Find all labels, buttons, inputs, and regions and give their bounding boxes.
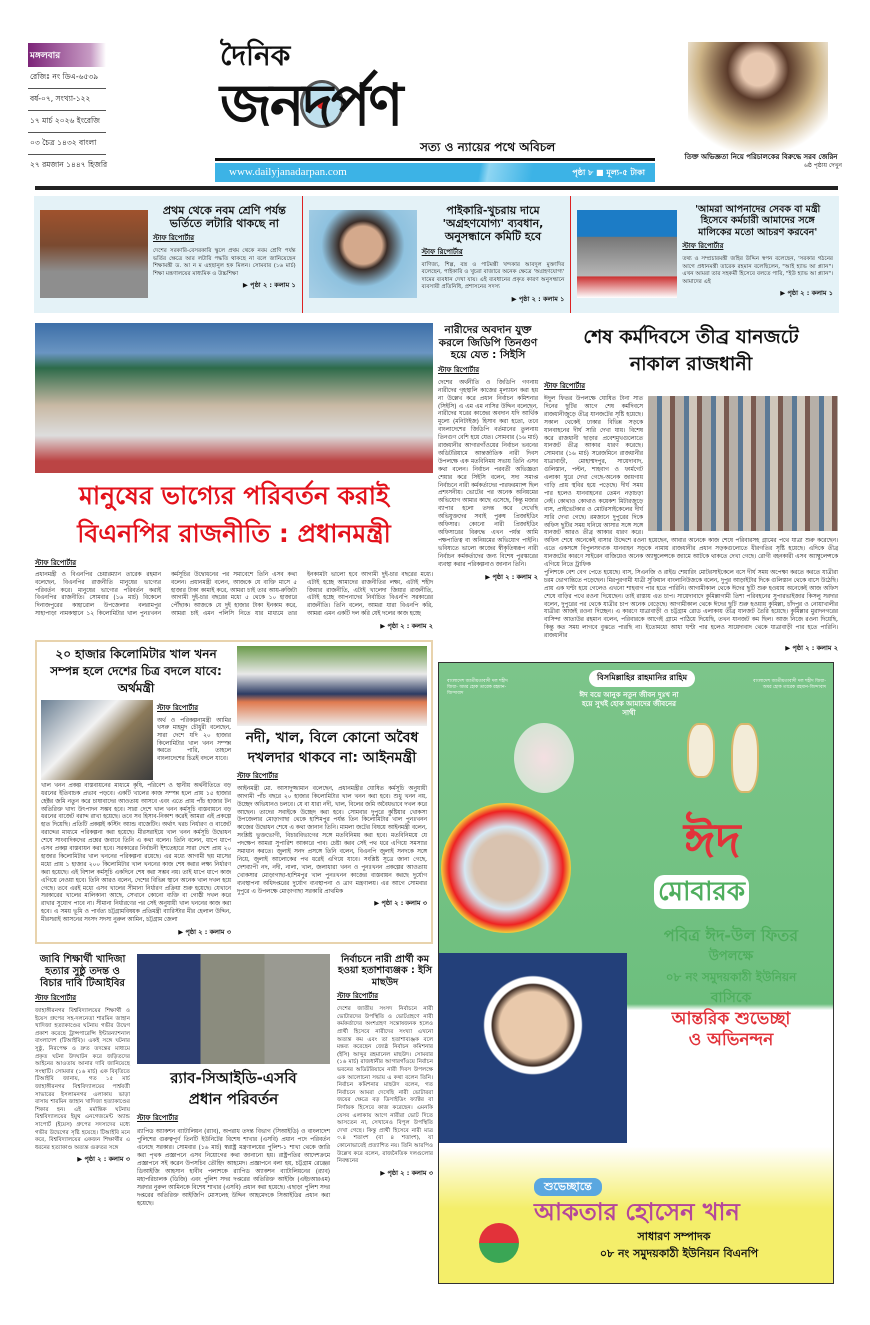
ad-name: আকতার হোসেন খান bbox=[534, 1198, 740, 1227]
lead-article bbox=[35, 557, 433, 632]
headline-line: র‍্যাব-সিআইডি-এসবি bbox=[170, 1069, 297, 1088]
right-column bbox=[438, 324, 838, 1284]
ad-party-slogan: বাংলাদেশ জাতীয়তাবাদী দল শহীদ জিয়া- অমর হোক তারেক রহমান-জিন্দাবাদ bbox=[447, 679, 508, 697]
date-english: ১৭ মার্চ ২০২৬ ইংরেজি bbox=[28, 111, 106, 133]
rab-headline[interactable] bbox=[137, 1068, 330, 1110]
headline-line: নাকাল রাজধানী bbox=[629, 353, 753, 375]
ad-occasion: পবিত্র ঈদ-উল ফিতর bbox=[663, 926, 799, 946]
teaser-article[interactable] bbox=[302, 196, 571, 313]
teaser-headline[interactable]: প্রথম থেকে নবম শ্রেণি পর্যন্ত ভর্তিতে লটারি থাকছে না bbox=[162, 204, 286, 231]
canal-box bbox=[35, 640, 433, 944]
canal-intro bbox=[157, 700, 231, 780]
article-text: আইনমন্ত্রী মো. আসাদুজ্জামান বলেছেন, প্রধানমন্ত্রীর ঘোষিত কর্মসূচি অনুযায়ী আগামী পাঁচ বছরে ২০ হাজার কিলোমিটার খাল খনন করা হবে। শুধু খনন নয়, উচ্ছেদ অভিযানও চলবে। যে বা যারা নদী, খাল, বিলের জমি অবৈধভাবে দখল করে আছেন। তাদের সবাইকে উচ্ছেদ করা হবে। সোমবার দুপুরে কুষ্টিয়ার খোকসা উপজেলার মোড়াগাছা থেকে হাশিমপুর পর্যন্ত তিন কিলোমিটার খাল পুনঃখনন কাজের উদ্বোধন শেষে এ কথা জানান তিনি। মামলা জটের বিষয়ে আইনমন্ত্রী বলেন, সংশ্লিষ্ট ভুক্তভোগী, বিচারবিভাগের সঙ্গে মতবিনিময় করা হবে। মতবিনিময়ে যে পদক্ষেপ আমরা সুপারিশ আকারে পাব। চেষ্টা করব সেই পথ ধরে এগিয়ে সমস্যার সমাধান করতে। জুলাই সনদ প্রসঙ্গে তিনি বলেন, বিএনপি জুলাই সনদকে সঙ্গে নিয়ে, জুলাই আলোকের পথ ধরেই এগিয়ে যাবে। সংশ্লিষ্ট সূত্রে জানা গেছে, দেশব্যাপী নদ, নদী, নালা, খাল, জলাধারা খনন ও পুনঃখনন প্রকল্পের আওতায় খোকসার মোড়াগাছা-হাশিমপুর খাল পুনঃখনন কাজের বাস্তবায়ন করছে দুর্যোগ ব্যবস্থাপনা অধিদপ্তরের দুর্যোগ ব্যবস্থাপনা ও ত্রাণ মন্ত্রণালয়। এর আগে সোমবার দুপুরে এ উপলক্ষে মোড়াগাছা সরকারি প্রাথমিক bbox=[237, 785, 427, 895]
jump-link[interactable]: ▶ পৃষ্ঠা ২ : কলাম ১ bbox=[511, 294, 565, 303]
article-headline[interactable]: নির্বাচনে নারী প্রার্থী কম হওয়া হতাশাব্যঞ্জক : ইসি মাছউদ bbox=[337, 954, 433, 988]
ad-bismillah: বিসমিল্লাহির রাহমানির রাহিম bbox=[589, 670, 695, 687]
article-headline[interactable]: ২০ হাজার কিলোমিটার খাল খনন সম্পন্ন হলে দেশের চিত্র বদলে যাবে: অর্থমন্ত্রী bbox=[50, 646, 222, 695]
river-photo bbox=[237, 646, 427, 726]
byline: স্টাফ রিপোর্টার bbox=[337, 992, 379, 1001]
teaser-photo bbox=[577, 210, 677, 298]
article-text: পুলিশকে বেশ বেগ পেতে হয়েছে। বাস, সিএনজি ও রাইড শেয়ারিং মোটরসাইকেলে বসে দীর্ঘ সময় অপেক্ষা করতে করতে যাত্রীরা চরম ভোগান্তিতে পড়েছেন। মিরপুরগামী যাত্রী সুফিয়ান বাংলানিউজকে বলেন, দুপুর আড়াইটার দিকে গুলিস্তান থেকে বাসে উঠেছি। প্রায় এক ঘণ্টা হয়ে গেলেও এখনো শাহবাগ পার হতে পারিনি। আগামীকাল থেকে ঈদের ছুটি শুরু হওয়ায় অনেকেই আজ অফিস শেষে বাড়ির পথে রওনা দিয়েছেন। তাই রাস্তায় এত চাপ। সায়েদাবাদে কুমিল্লাগামী তিশা পরিবহনের সুপারভাইজার কিসলু সরদার বলেন, দুপুরের পর থেকে যাত্রীর চাপ অনেক বেড়েছে। আগামীকাল থেকে ঈদের ছুটি শুরু হওয়ায় কুমিল্লা, চাঁদপুর ও নোয়াখালীর যাত্রীরা আজই রওনা দিচ্ছেন। এ কারণে যাত্রাবাড়ী ও চট্টগ্রাম রোড এলাকায় তীব্র যানজট তৈরি হয়েছে। কুমিল্লার মুরাদনগরের বাসিন্দা আতাউর রহমান বলেন, পরিবারকে আগেই গ্রামে পাঠিয়ে দিয়েছি, তখন যানজট কম ছিল। আজ নিজে রওনা দিয়েছি, কিন্তু কত সময় লাগবে বুঝতে পারছি না। ইতোমধ্যে আধা ঘণ্টা পার হলেও সায়েদাবাদ থেকে যাত্রাবাড়ী পার হতে পারিনি। রাজধানীর bbox=[544, 569, 838, 640]
article-headline[interactable]: নারীদের অবদান যুক্ত করলে জিডিপি তিনগুণ হয়ে যেত : সিইসি bbox=[438, 324, 538, 362]
canal-article bbox=[41, 646, 231, 938]
ec-article bbox=[337, 954, 433, 1208]
registration-number: রেজিঃ নং ডিএ-৬৫৩৯ bbox=[28, 67, 106, 89]
ad-greeting: ও অভিনন্দন bbox=[688, 1030, 774, 1051]
headline-line: প্রধান পরিবর্তন bbox=[188, 1090, 279, 1109]
jump-link[interactable]: ▶ পৃষ্ঠা ২ : কলাম ১ bbox=[242, 281, 296, 290]
ad-residents: বাসিকে bbox=[710, 990, 752, 1007]
bottom-row bbox=[35, 954, 433, 1208]
article-text: খাল খনন প্রকল্প বাস্তবায়নের মাধ্যমে কৃষি, পরিবেশ ও স্থানীয় অর্থনীতিতে বড় ধরনের ইতিবাচক প্রভাব পড়বে। একটি খালের কাজ সম্পন্ন হলে প্রায় ১৫ হাজার হেক্টর জমি নতুন করে চাষাবাদের আওতায় আসবে এবং এতে প্রায় পাঁচ হাজার টন অতিরিক্ত খাদ্য উৎপাদন সম্ভব হবে। সারা দেশে খাল খনন কর্মসূচি বাস্তবায়নে বড় ধরনের বাজেট বরাদ্দ রাখা হয়েছে। তবে সব হিসাব-নিকাশ করেই আমরা এই প্রকল্পে হাত দিয়েছি। প্রতিটি প্রকল্পই কস্টিং অ্যান্ড বাজেটিং। অর্থাৎ খরচ নির্ধারণ ও বাজেট বরাদ্দের মাধ্যমে পরিকল্পনা করা হয়েছে। মীরসরাইয়ে খাল খনন কর্মসূচি উদ্বোধন শেষে সাংবাদিকদের প্রশ্নের জবাবে তিনি এ কথা বলেন। তিনি বলেন, ধাপে ধাপে এসব প্রকল্প বাস্তবায়ন করা হবে। সরকারের নির্বাচনী ইশতেহারে সারা দেশে প্রায় ২০ হাজার কিলোমিটার খাল খননের পরিকল্পনা রয়েছে। এর মধ্যে আগামী ছয় মাসের মধ্যে প্রায় ১ হাজার ২০০ কিলোমিটার খাল খননের কাজ শেষ করার লক্ষ্য নির্ধারণ করা হয়েছে। এই বিশাল কর্মসূচি একদিনে শেষ করা সম্ভব নয়। তাই ধাপে ধাপে কাজ এগিয়ে নেওয়া হবে। তিনি আরও বলেন, দেশের বিভিন্ন স্থানে অনেক খাল দখল হয়ে গেছে। তবে এরই মধ্যে এসব খালের সীমানা নির্ধারণ প্রক্রিয়া শুরু হয়েছে। যেখানে সরকারের খালের মালিকানা আছে, সেখানে কোনো ব্যক্তি বা গোষ্ঠী দখল করে রাখার সুযোগ পাবে না। সীমানা নির্ধারণের পর সেই অনুযায়ী খাল খননের কাজ করা হবে। এ সময় ভূমি ও পার্বত্য চট্টগ্রামবিষয়ক প্রতিমন্ত্রী ব্যারিস্টার মীর হেলাল উদ্দিন, মীরসরাই আসনের সংসদ সদস্য নুরুল আমিন, চট্টগ্রাম জেলা bbox=[41, 782, 231, 924]
teaser-article[interactable] bbox=[34, 196, 302, 313]
teaser-photo bbox=[309, 210, 417, 298]
ad-mubarak-text: মোবারক bbox=[654, 875, 749, 909]
byline: স্টাফ রিপোর্টার bbox=[544, 382, 586, 390]
jump-link[interactable]: ▶ পৃষ্ঠা ২ : কলাম ২ bbox=[485, 572, 538, 581]
article-text: দেশের অর্থনীতি ও জিডিপি গণনায় নারীদের গৃহস্থালি কাজের মূল্যায়ন করা হয় না উল্লেখ করে প্রধান নির্বাচন কমিশনার (সিইসি) এ এম এম নাসির উদ্দিন বলেছেন, নারীদের ঘরের কাজের অবদান যদি আর্থিক মূল্যে (মনিটাইজ) হিসাব করা হতো, তবে বাংলাদেশের জিডিপি বর্তমানের তুলনায় তিনগুণ বেশি হয়ে যেত। সোমবার (১৬ মার্চ) রাজধানীর আগারগাঁওয়ের নির্বাচন ভবনের অডিটরিয়ামে আন্তর্জাতিক নারী দিবস উপলক্ষে এক মতবিনিময় সভায় তিনি এসব কথা বলেন। নির্বাচন পরবর্তী অভিজ্ঞতা শেয়ার করে সিইসি বলেন, সদ্য সমাপ্ত নির্বাচনে নারী কর্মকর্তাদের পারফরম্যান্স ছিল প্রশংসনীয়। ভোটের পর অনেক অনিয়মের অভিযোগ আমার কাছে এসেছে, কিন্তু মজার ব্যাপার হলো তদন্ত করে দেখেছি অভিযুক্তদের সবাই পুরুষ প্রিজাইডিং অফিসার। কোনো নারী প্রিজাইডিং অফিসারের বিরুদ্ধে এখন পর্যন্ত আমি পক্ষপাতিত্ব বা অনিয়মের অভিযোগ পাইনি। ভবিষ্যতে ভালো কাজের স্বীকৃতিস্বরূপ নারী নির্বাচন কর্মকর্তাদের জন্য বিশেষ পুরস্কারের ব্যবস্থা করার পরিকল্পনাও জানান তিনি। bbox=[438, 379, 538, 568]
masthead-rule bbox=[35, 186, 838, 190]
ad-greeting: আন্তরিক শুভেচ্ছা bbox=[671, 1009, 791, 1030]
article-headline[interactable]: নদী, খাল, বিলে কোনো অবৈধ দখলদার থাকবে না: আইনমন্ত্রী bbox=[245, 729, 419, 766]
byline: স্টাফ রিপোর্টার bbox=[35, 994, 77, 1003]
ju-article bbox=[35, 954, 130, 1208]
article-text: র‍্যাপিড অ্যাকশন ব্যাটালিয়ন (র‍্যাব), অপরাধ তদন্ত বিভাগ (সিআইডি) ও বাংলাদেশ পুলিশের গুরুত্বপূর্ণ তিনটি ইউনিটের বিশেষ শাখার (এসবি) প্রধান পদে পরিবর্তন এনেছে সরকার। সোমবার (১৬ মার্চ) স্বরাষ্ট্র মন্ত্রণালয়ের পুলিশ-১ শাখা থেকে জারি করা পৃথক প্রজ্ঞাপনে এসব নিয়োগের কথা জানানো হয়। রাষ্ট্রপতির আদেশক্রমে প্রজ্ঞাপনে সই করেন উপসচিব তৌহিদ আহমেদ। প্রজ্ঞাপনে বলা হয়, চট্টগ্রাম রেঞ্জের ডিআইজি আহসান হাবীব পলাশকে র‍্যাপিড অ্যাকশন ব্যাটালিয়নের (র‍্যাব) মহাপরিচালক (ডিজি) এবং পুলিশ সদর দপ্তরের অতিরিক্ত আইজি (এইচআরএম) সরদার নুরুল আমিনকে বিশেষ শাখার (এসবি) প্রধান করা হয়েছে। এছাড়া পুলিশ সদর দপ্তরের অতিরিক্ত আইজিপি মোসলেহ উদ্দিন আহমেদকে সিআইডির প্রধান করা হয়েছে। bbox=[137, 1129, 330, 1208]
teaser-headline[interactable]: 'আমরা আপনাদের সেবক বা মন্ত্রী হিসেবে কর্মচারী আমাদের সঙ্গে মালিকের মতো আচরণ করবেন' bbox=[695, 204, 821, 238]
day-label: মঙ্গলবার bbox=[28, 43, 106, 67]
ad-designation: সাধারণ সম্পাদক bbox=[637, 1230, 711, 1244]
rule bbox=[215, 158, 655, 161]
traffic-headline[interactable] bbox=[544, 324, 838, 378]
teaser-strip bbox=[34, 196, 839, 313]
pages-price: পৃষ্ঠা ৮ ■ মূল্য-৫ টাকা bbox=[572, 168, 645, 177]
date-hijri: ২৭ রমজান ১৪৪৭ হিজরি bbox=[30, 160, 108, 169]
promo-caption[interactable]: তিক্ত অভিজ্ঞতা নিয়ে পরিচালকের বিরুদ্ধে সরব জেরিন bbox=[684, 153, 838, 161]
traffic-article bbox=[544, 324, 838, 654]
teaser-article[interactable] bbox=[570, 196, 839, 313]
lead-headline-line: মানুষের ভাগ্যের পরিবর্তন করাই bbox=[78, 481, 390, 510]
rab-article bbox=[137, 954, 330, 1208]
ad-union: ০৮ নং সমুদয়কাঠী ইউনিয়ন bbox=[665, 970, 797, 985]
canal-photo bbox=[41, 700, 153, 780]
lantern-icon bbox=[731, 723, 759, 793]
byline: স্টাফ রিপোর্টার bbox=[438, 365, 480, 374]
jump-link[interactable]: ▶ পৃষ্ঠা ২ : কলাম ৩ bbox=[178, 928, 231, 937]
left-column bbox=[35, 323, 433, 1208]
ad-verse: ঈদ বয়ে আনুক নতুন জীবন দুঃখ না হয়ে সুখই হোক আমাদের জীবনের সাথী bbox=[579, 691, 679, 718]
url-bar bbox=[215, 163, 655, 182]
lead-text: প্রধানমন্ত্রী ও বিএনপির চেয়ারম্যান তারেক রহমান বলেছেন, বিএনপির রাজনীতি মানুষের ভাগ্যের পরিবর্তন করে। মানুষের ভাগ্যের পরিবর্তন করাই বিএনপির রাজনীতি। সোমবার (১৬ মার্চ) বিকেলে দিনাজপুরের কাহারোল উপজেলার বলরামপুর সাহাপাড়া নামকস্থানে ১২ কিলোমিটার খাল পুনঃখনন কর্মসূচির উদ্বোধনের পর সমাবেশে তিনি এসব কথা বলেন। প্রধানমন্ত্রী বলেন, আজকে যে ব্যক্তি মাসে ৫ হাজার টাকা কামাই করে, আমরা চাই তার আয়-রুজিটা আগামী দুই-চার বছরের মধ্যে ৫ থেকে ১০ হাজারে পৌঁছাক। আজকে যে দুই হাজার টাকা ইনকাম করে, আমরা চাই এমন পলিসি নিতে যার মাধ্যমে তার ইনকামটা ভালো হবে আগামী দুই-চার বছরের মধ্যে। এটাই হচ্ছে আমাদের রাজনীতির লক্ষ্য, এটাই শহীদ জিয়ার রাজনীতি, এটাই খালেদা জিয়ার রাজনীতি, এটাই হচ্ছে আপনাদের নির্বাচিত বিএনপি সরকারের রাজনীতি। তিনি বলেন, আমরা যারা বিএনপি করি, আমরা এমন একটি দল করি যেই দলের কাজ হচ্ছে bbox=[35, 572, 433, 617]
teaser-text: বাণিজ্য, শিল্প, বস্ত্র ও পাটমন্ত্রী খন্দকার আবদুল মুক্তাদির বলেছেন, পাইকারি ও খুচরা বাজারে অনেক ক্ষেত্রে 'অগ্রহণযোগ্য' দামের ব্যবধান দেখা যায়। এই ব্যবধানের প্রকৃত কারণ অনুসন্ধানে ব্যবসায়ী প্রতিনিধি, প্রশাসনের সদস্য bbox=[421, 261, 565, 291]
teaser-headline[interactable]: পাইকারি-খুচরায় দামে 'অগ্রহণযোগ্য' ব্যবধান, অনুসন্ধানে কমিটি হবে bbox=[442, 204, 544, 244]
article-text: দেশের জাতীয় সংসদ নির্বাচনে নারী ভোটারদের উপস্থিতি ও ভোটগ্রহণে নারী কর্মকর্তাদের অংশগ্রহণ সন্তোষজনক হলেও প্রার্থী হিসেবে নারীদের সংখ্যা এখনো অত্যন্ত কম এবং তা হতাশাব্যঞ্জক বলে মন্তব্য করেছেন জ্যেষ্ঠ নির্বাচন কমিশনার (ইসি) আব্দুর রহমানেল মাছউদ। সোমবার (১৬ মার্চ) রাজধানীর আগারগাঁওয়ে নির্বাচন ভবনের অডিটরিয়ামে নারী দিবস উপলক্ষে এক আলোচনা সভায় এ কথা বলেন তিনি। নির্বাচন কমিশনার মাছউদ বলেন, গত নির্বাচনে আমরা দেখেছি নারী ভোটাররা জয়ের ক্ষেত্রে বড় ডিসাইডিং ফ্যাক্টর বা নির্ণায়ক হিসেবে কাজ করেছেন। এমনকি যেসব এলাকায় আগে নারীরা ভোট দিতে আসতেন না, সেখানেও বিপুল উপস্থিতি দেখা গেছে। কিন্তু প্রার্থী হিসেবে নারী মাত্র ৩.৪ শতাংশ (বা ৪ শতাংশ), যা কোনোভাবেই প্রত্যাশিত নয়। তিনি আরপিও উল্লেখ করে বলেন, রাজনৈতিক দলগুলোর নিবন্ধনের bbox=[337, 1006, 433, 1165]
headline-line: শেষ কর্মদিবসে তীব্র যানজটে bbox=[583, 326, 799, 348]
teaser-text: দেশের সরকারি-বেসরকারি স্কুলে প্রথম থেকে নবম শ্রেণি পর্যন্ত ভর্তির ক্ষেত্রে আর লটারি পদ্ধতি থাকছে না বলে জানিয়েছেন শিক্ষামন্ত্রী ড. আ ন ম এহছানুল হক মিলন। সোমবার (১৬ মার্চ) শিক্ষা মন্ত্রণালয়ের মাধ্যমিক ও উচ্চশিক্ষা bbox=[153, 248, 296, 277]
byline: স্টাফ রিপোর্টার bbox=[682, 242, 724, 251]
jump-link[interactable]: ▶ পৃষ্ঠা ২ : কলাম ২ bbox=[785, 644, 838, 653]
bnp-logo-icon bbox=[479, 1223, 519, 1263]
byline: স্টাফ রিপোর্টার bbox=[137, 1114, 179, 1123]
candidate-photo-circle bbox=[441, 803, 571, 933]
teaser-text: তথ্য ও সম্প্রচারমন্ত্রী জহির উদ্দিন স্বপন বলেছেন, 'সরকার গঠনের আগে প্রধানমন্ত্রী তারেক রহমান বলেছিলেন, "আই হ্যাভ আ প্ল্যান"। এখন আমরা তার সহকর্মী হিসেবে বলতে পারি, "ইউ হ্যাভ আ প্ল্যান"। আমাদের এই bbox=[682, 256, 834, 285]
jump-link[interactable]: ▶ পৃষ্ঠা ২ : কলাম ৩ bbox=[380, 1168, 433, 1177]
eid-advertisement[interactable] bbox=[438, 662, 834, 1284]
date-bangla: ০৩ চৈত্র ১৪৩২ বাংলা bbox=[28, 133, 106, 155]
officials-photo bbox=[137, 954, 330, 1064]
lead-photo bbox=[35, 323, 433, 473]
ad-organization: ০৮ নং সমুদয়কাঠী ইউনিয়ন বিএনপি bbox=[599, 1247, 759, 1261]
logo-text: জনদর্পণ bbox=[220, 71, 402, 139]
ad-occasion: উপলক্ষে bbox=[708, 949, 754, 965]
article-text: জাহাঙ্গীরনগর বিশ্ববিদ্যালয়ের শিক্ষার্থী ও ইয়েস গ্রুপের সহ-দলনেতা শারমিন জাহান খাদিজা হত্যাকাণ্ডের ঘটনায় গভীর উদ্বেগ প্রকাশ করেছে ট্রান্সপারেন্সি ইন্টারন্যাশনাল বাংলাদেশ (টিআইবি)। একই সঙ্গে ঘটনার সুষ্ঠু, নিরপেক্ষ ও দ্রুত তদন্তের মাধ্যমে প্রকৃত ঘটনা উদঘাটন করে জড়িতদের আইনের আওতায় আনার দাবি জানিয়েছে সংস্থাটি। সোমবার (১৬ মার্চ) এক বিবৃতিতে টিআইবি জানায়, গত ১৫ মার্চ জাহাঙ্গীরনগর বিশ্ববিদ্যালয়ের পার্শ্ববর্তী সাভারের ইসলামনগর এলাকায় ভাড়া বাসায় শারমিন জাহান খাদিজা হত্যাকাণ্ডের শিকার হন। এই মর্মান্তিক ঘটনায় বিশ্ববিদ্যালয়ের ইয়ুথ এনগেজমেন্ট অ্যান্ড সাপোর্ট (ইয়েস) গ্রুপের সদস্যদের মধ্যে গভীর উদ্বেগের সৃষ্টি হয়েছে। টিআইবি মনে করে, বিশ্ববিদ্যালয়ের একজন শিক্ষার্থীর এ ধরনের হত্যাকাণ্ড অত্যন্ত গুরুতর সঙ্গে bbox=[35, 1008, 130, 1151]
byline: স্টাফ রিপোর্টার bbox=[35, 559, 77, 567]
river-article bbox=[237, 646, 427, 938]
right-top-row bbox=[438, 324, 838, 654]
leader-photo bbox=[514, 723, 574, 793]
article-text: অর্থ ও পরিকল্পনামন্ত্রী আমির খসরু মাহমুদ চৌধুরী বলেছেন, সারা দেশে যদি ২০ হাজার কিলোমিটার খাল খনন সম্পন্ন করতে পারি, তাহলে বাংলাদেশের চিত্রই বদলে যাবে। bbox=[157, 717, 231, 762]
traffic-photo bbox=[648, 396, 838, 531]
tagline: সত্য ও ন্যায়ের পথে অবিচল bbox=[420, 140, 556, 154]
byline: স্টাফ রিপোর্টার bbox=[153, 234, 195, 243]
logo-small-text: দৈনিক bbox=[220, 39, 291, 72]
volume-number: বর্ষ-০৭, সংখ্যা-১২২ bbox=[28, 89, 106, 111]
article-text: ঈদুল ফিতর উপলক্ষে ঘোষিত টানা সাত দিনের ছুটির আগে শেষ কর্মদিবসে রাজধানীজুড়ে তীব্র যানজটের সৃষ্টি হয়েছে। সকাল থেকেই ঢাকার বিভিন্ন সড়কে যানবাহনের দীর্ঘ সারি দেখা যায়। বিশেষ করে রাজধানী ছাড়ার প্রবেশমুখগুলোতে যানজট তীব্র আকার ধারণ করেছে। সোমবার (১৬ মার্চ) সরেজমিনে রাজধানীর যাত্রাবাড়ী, মোহাম্মদপুর, সায়েদাবাদ, গুলিস্তান, পল্টন, শাহবাগ ও ফার্মগেট এলাকা ঘুরে দেখা গেছে-অনেক জায়গায় গাড়ি প্রায় স্থবির হয়ে পড়েছে। দীর্ঘ সময় পার হলেও যানবাহনের তেমন নড়াচড়া নেই। কোথাও কোথাও কয়েকশ মিটারজুড়ে বাস, প্রাইভেটকার ও মোটরসাইকেলের দীর্ঘ সারি দেখা গেছে। রমজানে দুপুরের দিকে অফিস ছুটির সময় ঘনিয়ে আসার সঙ্গে সঙ্গে যানজট আরও তীব্র আকার ধারণ করে। অফিস শেষে অনেকেই বাসার উদ্দেশে রওনা হয়েছেন, আবার অনেকে কাজ শেষে পরিবারসহ গ্রামের পথে যাত্রা শুরু করেছেন। এতে একসঙ্গে বিপুলসংখ্যক যানবাহন সড়কে নামায় রাজধানীর প্রধান সড়কগুলোতে ধীরগতির সৃষ্টি হয়েছে। এদিকে তীব্র যানজটের কারণে সাইরেন বাজিয়েও অনেক অ্যাম্বুলেন্সকে জ্যামে আটকে থাকতে দেখা গেছে। রোগী বহনকারী এসব অ্যাম্বুলেন্সকে এগিয়ে নিতে ট্রাফিক bbox=[544, 396, 838, 569]
website-link[interactable]: www.dailyjanadarpan.com bbox=[229, 166, 347, 178]
ad-eid-text: ঈদ bbox=[684, 813, 741, 870]
lead-headline-line: বিএনপির রাজনীতি : প্রধানমন্ত্রী bbox=[77, 519, 391, 548]
teaser-photo bbox=[40, 210, 148, 298]
article-headline[interactable]: জাবি শিক্ষার্থী খাদিজা হত্যার সুষ্ঠু তদন্ত ও বিচার দাবি টিআইবির bbox=[39, 954, 126, 990]
jump-link[interactable]: ▶ পৃষ্ঠা ২ : কলাম ১ bbox=[780, 289, 834, 298]
lantern-icon bbox=[687, 723, 715, 778]
ad-party-slogan: বাংলাদেশ জাতীয়তাবাদী দল শহীদ জিয়া- অমর হোক তারেক রহমান-জিন্দাবাদ bbox=[752, 679, 826, 691]
jump-link[interactable]: ▶ পৃষ্ঠা ২ : কলাম ৩ bbox=[374, 899, 427, 908]
candidate-photo bbox=[439, 953, 627, 1143]
promo-photo bbox=[688, 42, 828, 152]
jump-link[interactable]: ▶ পৃষ্ঠা ২ : কলাম ২ bbox=[380, 621, 433, 630]
jump-link[interactable]: ▶ পৃষ্ঠা ২ : কলাম ৩ bbox=[77, 1155, 130, 1164]
issue-info-box bbox=[28, 43, 106, 176]
byline: স্টাফ রিপোর্টার bbox=[237, 771, 279, 780]
ad-wish-label: শুভেচ্ছান্তে bbox=[534, 1178, 602, 1196]
byline: স্টাফ রিপোর্টার bbox=[421, 247, 463, 256]
promo-jump[interactable]: ৬ষ্ঠ পৃষ্ঠায় দেখুন bbox=[804, 162, 842, 169]
lead-headline[interactable] bbox=[35, 477, 433, 553]
women-article bbox=[438, 324, 538, 654]
byline: স্টাফ রিপোর্টার bbox=[157, 703, 199, 712]
promo-block bbox=[655, 153, 867, 170]
